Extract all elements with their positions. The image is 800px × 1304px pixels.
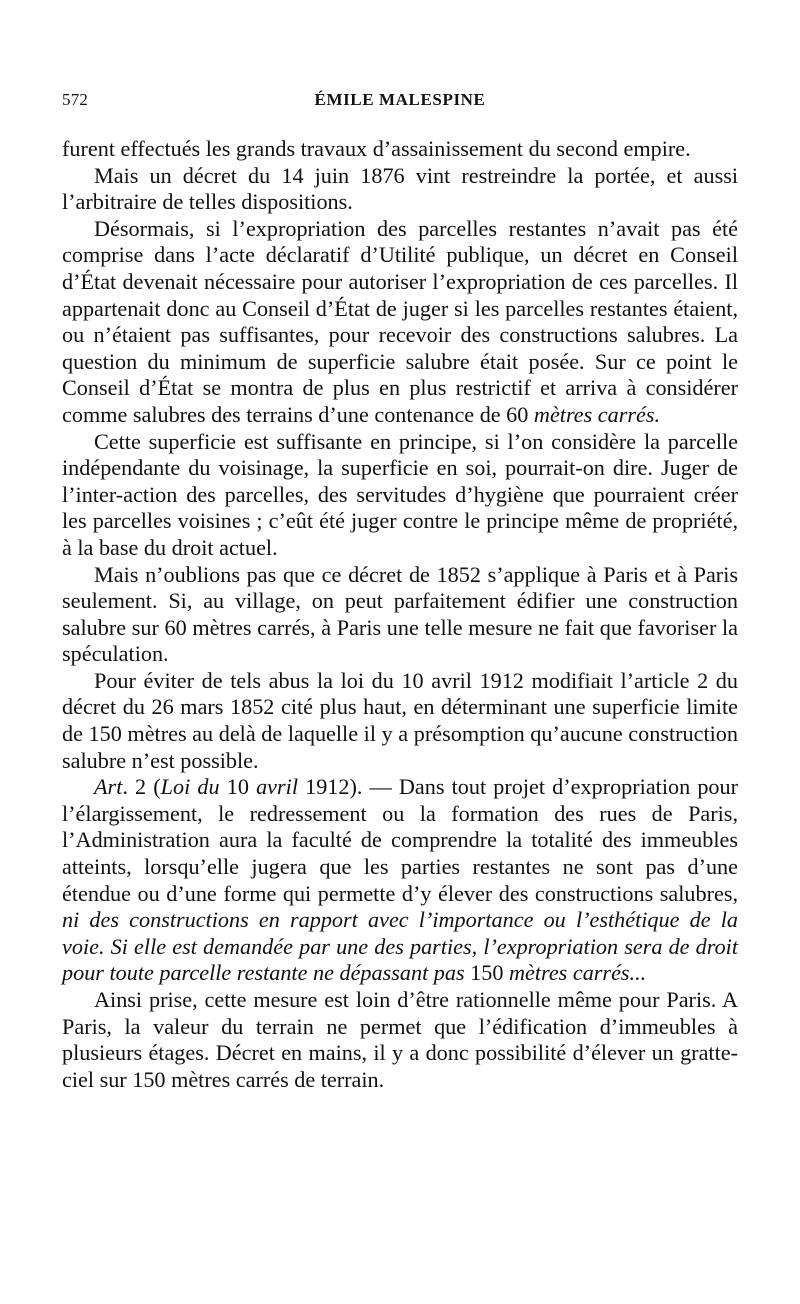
paragraph-loi-1912: Pour éviter de tels abus la loi du 10 avril 1912 modifiait l’article 2 du décret du 26 mars 1852 cité plus haut, en déterminant une superficie limite de 150 mètres au delà de laquelle il y a présomption qu’aucune construction salubre n’est possible.: [62, 667, 738, 773]
article-surface-unit: mètres carrés...: [503, 960, 647, 986]
body-text: [62, 136, 738, 1093]
paragraph-superficie: Cette superficie est suffisante en principe, si l’on considère la parcelle indépendante du voisinage, la superficie en soi, pourrait-on dire. Juger de l’inter-action des parcelles, des servitudes d’hygiène que pourraient créer les parcelles voisines ; c’eût été juger contre le principe même de propriété, à la base du droit actuel.: [62, 428, 738, 560]
paragraph-continuation: furent effectués les grands travaux d’assainissement du second empire.: [62, 136, 691, 161]
paragraph-conseil-etat: [62, 216, 738, 429]
paragraph-article-2: [62, 774, 738, 987]
article-surface-number: 150: [470, 960, 504, 986]
running-head: [62, 84, 738, 116]
article-label: Art: [94, 774, 123, 800]
book-page: [62, 84, 738, 1093]
article-italic-text: ni des constructions en rapport avec l’importance ou l’esthétique de la voie. Si elle est demandée par une des parties, l’expropriation sera de droit pour toute parcelle restante ne dépassant pas: [62, 907, 738, 986]
law-month: avril: [256, 774, 298, 800]
article-number: . 2 (: [122, 774, 161, 800]
paragraph-paris-seulement: Mais n’oublions pas que ce décret de 1852 s’applique à Paris et à Paris seulement. Si, au village, on peut parfaitement édifier une construction salubre sur 60 mètres carrés, à Paris une telle mesure ne fait que favoriser la spéculation.: [62, 561, 738, 667]
paragraph-conseil-etat-text: Désormais, si l’expropriation des parcelles restantes n’avait pas été comprise dans l’acte déclaratif d’Utilité publique, un décret en Conseil d’État devenait nécessaire pour autoriser l’expropriation de ces parcelles. Il appartenait donc au Conseil d’État de juger si les parcelles restantes étaient, ou n’étaient pas suffisantes, pour recevoir des constructions salubres. La question du minimum de superficie salubre était posée. Sur ce point le Conseil d’État se montra de plus en plus restrictif et arriva à considérer comme salubres des terrains d’une contenance de 60: [62, 215, 738, 427]
running-title: ÉMILE MALESPINE: [314, 90, 486, 109]
page-number: 572: [62, 90, 89, 109]
emphasis-metres-carres: mètres carrés.: [533, 401, 661, 427]
paragraph-decret-1876: Mais un décret du 14 juin 1876 vint restreindre la portée, et aussi l’arbitraire de telles dispositions.: [62, 162, 738, 215]
law-name: Loi du: [160, 774, 220, 800]
paragraph-conclusion: Ainsi prise, cette mesure est loin d’être rationnelle même pour Paris. A Paris, la valeur du terrain ne permet que l’édification d’immeubles à plusieurs étages. Décret en mains, il y a donc possibilité d’élever un gratte-ciel sur 150 mètres carrés de terrain.: [62, 987, 738, 1092]
law-day: 10: [219, 774, 257, 800]
article-text: 1912). — Dans tout projet d’expropriation pour l’élargissement, le redressement ou la formation des rues de Paris, l’Administration aura la faculté de comprendre la totalité des immeubles atteints, lorsqu’elle jugera que les parties restantes ne sont pas d’une étendue ou d’une forme qui permette d’y élever des constructions salubres,: [62, 774, 738, 906]
